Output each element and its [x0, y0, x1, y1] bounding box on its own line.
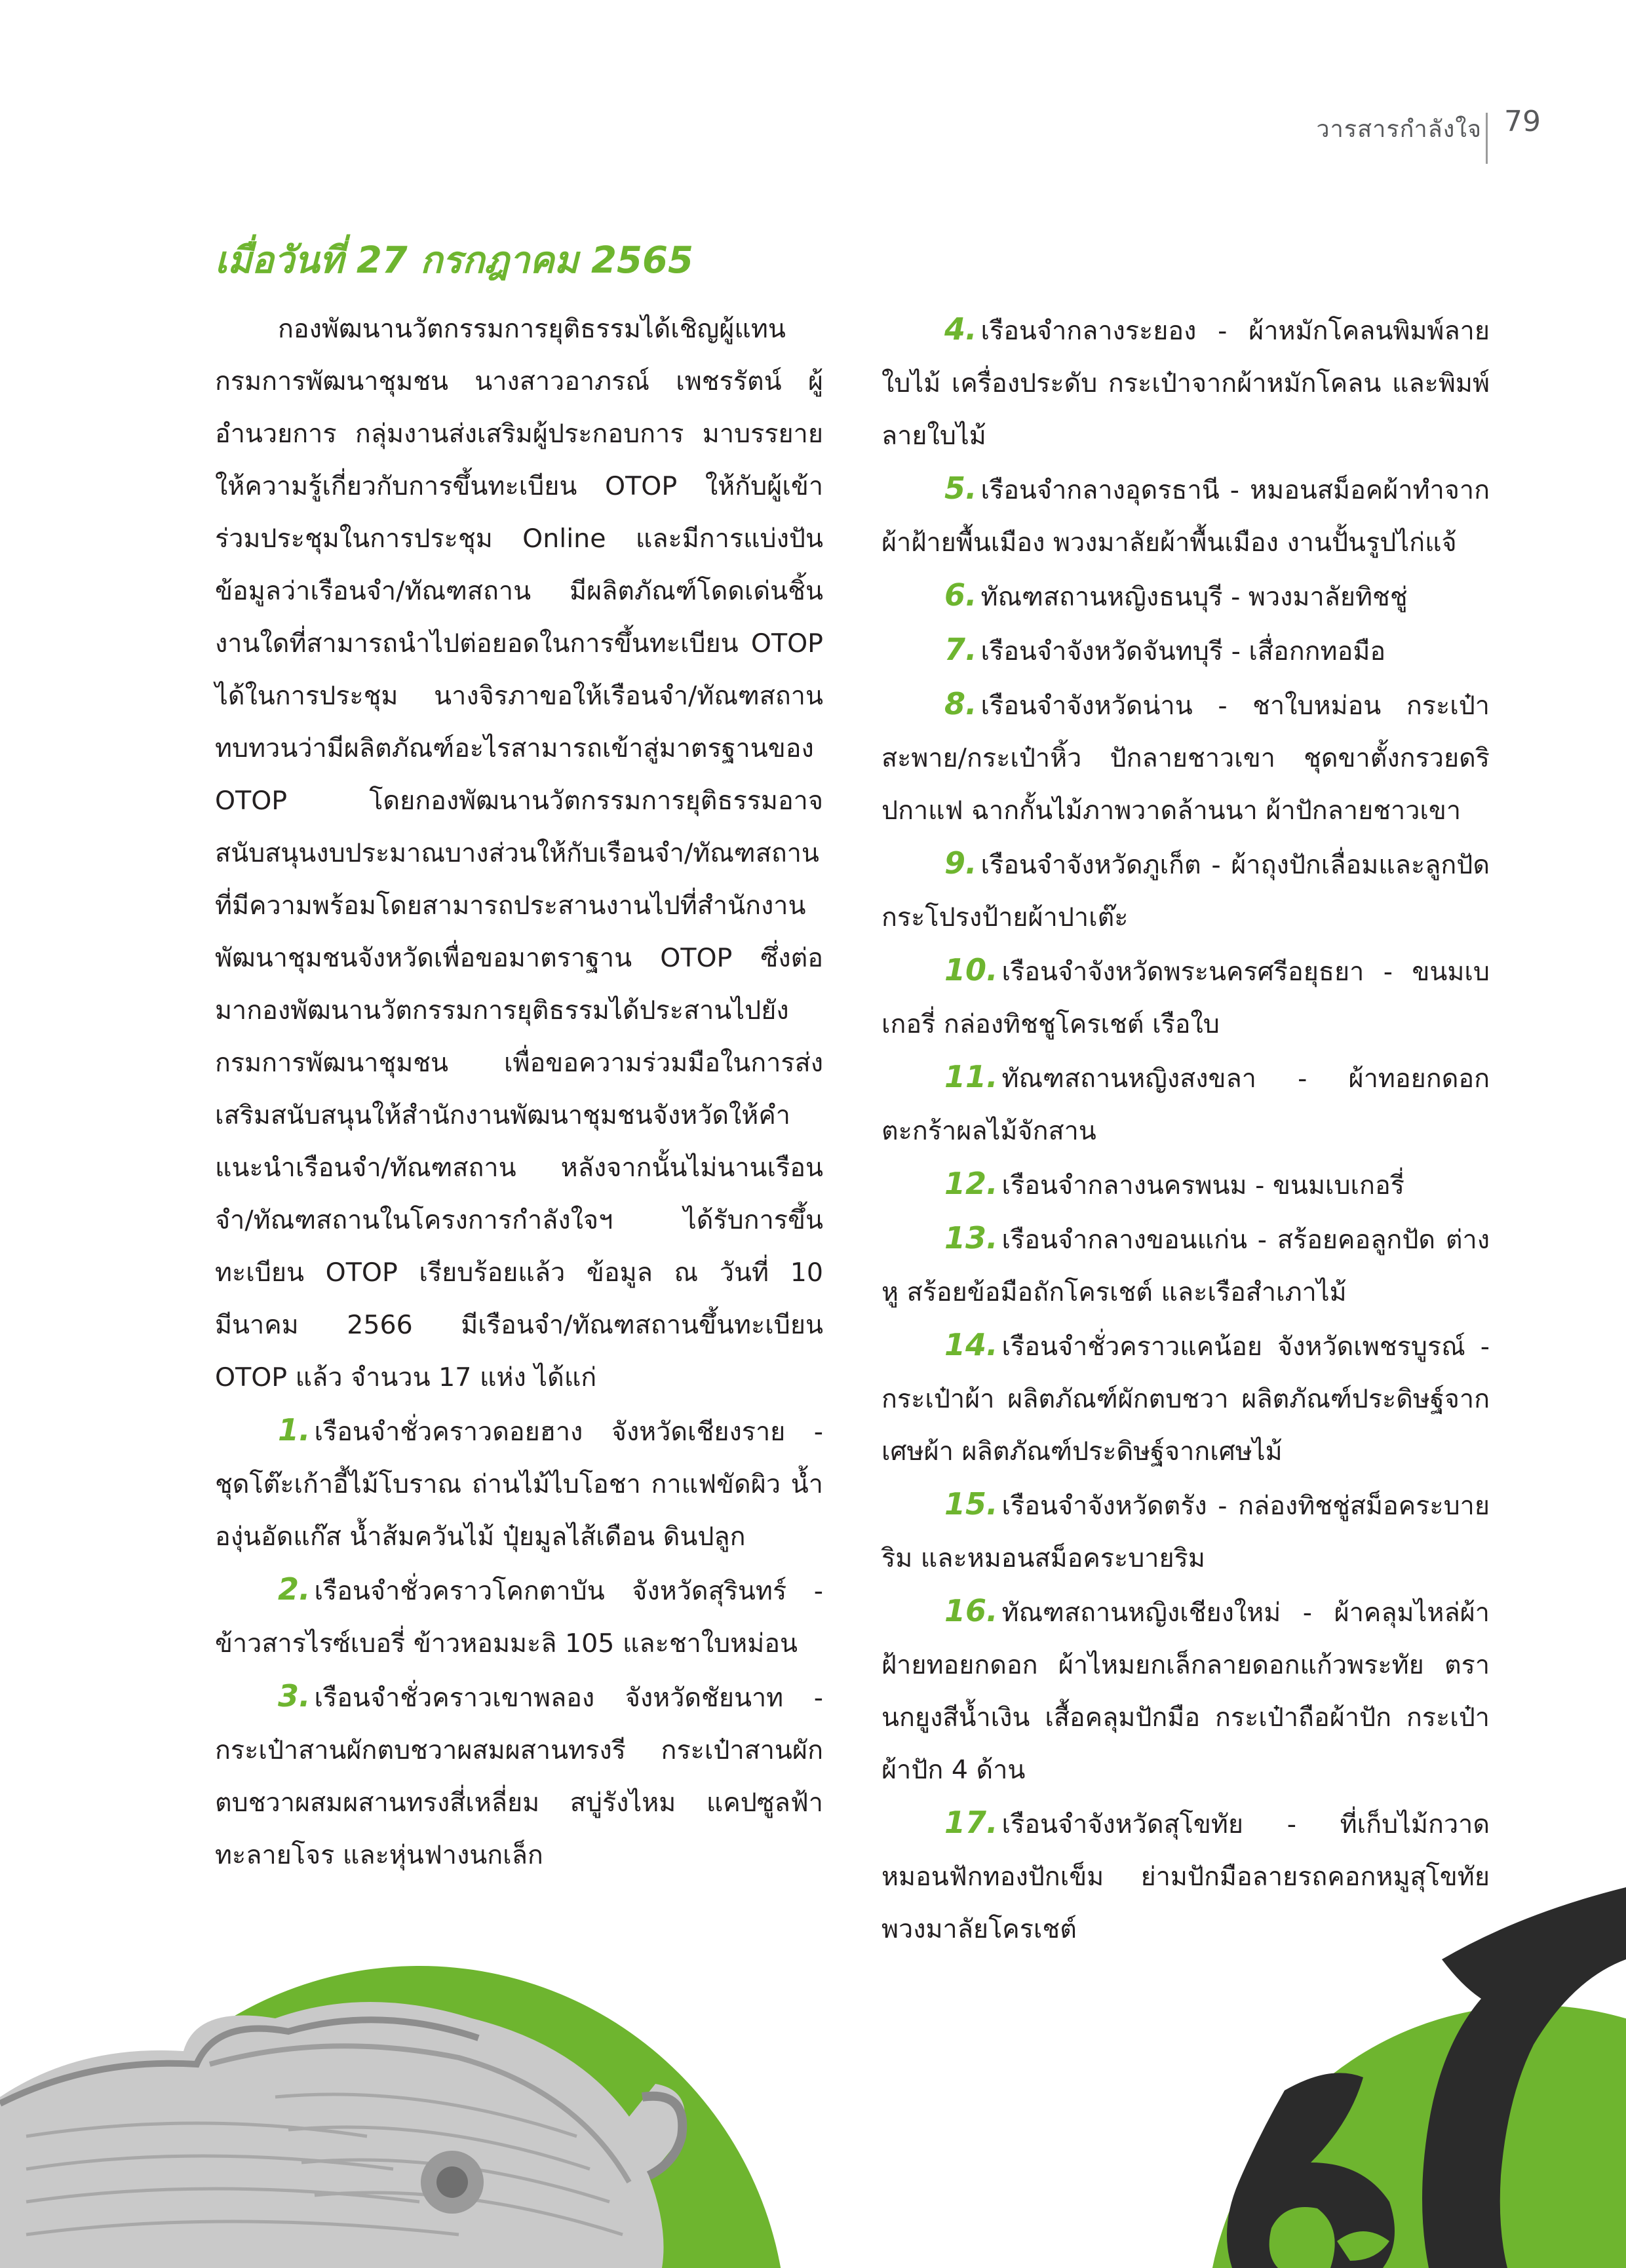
list-item [881, 569, 1490, 623]
list-item [881, 678, 1490, 837]
item-text: เรือนจำชั่วคราวเขาพลอง จังหวัดชัยนาท - กระเป๋าสานผักตบชวาผสมผสานทรงรี กระเป๋าสานผักตบชวาผสมผสานทรงสี่เหลี่ยม สบู่รังไหม แคปซูลฟ้าทะลายโจร และหุ่นฟางนกเล็ก [215, 1683, 823, 1870]
item-number: 7. [944, 632, 977, 667]
item-text: เรือนจำชั่วคราวโคกตาบัน จังหวัดสุรินทร์ - ข้าวสารไรซ์เบอรี่ ข้าวหอมมะลิ 105 และชาใบหม่อน [215, 1576, 823, 1659]
list-item [881, 303, 1490, 462]
journal-title: วารสารกำลังใจ [1316, 116, 1482, 143]
list-item [881, 1318, 1490, 1478]
intro-paragraph: กองพัฒนานวัตกรรมการยุติธรรมได้เชิญผู้แทนกรมการพัฒนาชุมชน นางสาวอาภรณ์ เพชรรัตน์ ผู้อำนวยการ กลุ่มงานส่งเสริมผู้ประกอบการ มาบรรยายให้ความรู้เกี่ยวกับการขึ้นทะเบียน OTOP ให้กับผู้เข้าร่วมประชุมในการประชุม Online และมีการแบ่งปันข้อมูลว่าเรือนจำ/ทัณฑสถาน มีผลิตภัณฑ์โดดเด่นชิ้นงานใดที่สามารถนำไปต่อยอดในการขึ้นทะเบียน OTOP ได้ในการประชุม นางจิรภาขอให้เรือนจำ/ทัณฑสถานทบทวนว่ามีผลิตภัณฑ์อะไรสามารถเข้าสู่มาตรฐานของ OTOP โดยกองพัฒนานวัตกรรมการยุติธรรมอาจสนับสนุนงบประมาณบางส่วนให้กับเรือนจำ/ทัณฑสถานที่มีความพร้อมโดยสามารถประสานงานไปที่สำนักงานพัฒนาชุมชนจังหวัดเพื่อขอมาตราฐาน OTOP ซึ่งต่อมากองพัฒนานวัตกรรมการยุติธรรมได้ประสานไปยังกรมการพัฒนาชุมชน เพื่อขอความร่วมมือในการส่งเสริมสนับสนุนให้สำนักงานพัฒนาชุมชนจังหวัดให้คำแนะนำเรือนจำ/ทัณฑสถาน หลังจากนั้นไม่นานเรือนจำ/ทัณฑสถานในโครงการกำลังใจฯ ได้รับการขึ้นทะเบียน OTOP เรียบร้อยแล้ว ข้อมูล ณ วันที่ 10 มีนาคม 2566 มีเรือนจำ/ทัณฑสถานขึ้นทะเบียน OTOP แล้ว จำนวน 17 แห่ง ได้แก่ [215, 314, 823, 1393]
item-text: เรือนจำกลางระยอง - ผ้าหมักโคลนพิมพ์ลายใบไม้ เครื่องประดับ กระเป๋าจากผ้าหมักโคลน และพิมพ์ลายใบไม้ [881, 316, 1490, 451]
item-number: 9. [944, 845, 977, 881]
list-item [881, 1796, 1490, 1955]
item-text: เรือนจำจังหวัดจันทบุรี - เสื่อกกทอมือ [980, 636, 1386, 666]
list-item [881, 837, 1490, 944]
item-number: 2. [278, 1571, 311, 1607]
list-item [881, 1157, 1490, 1212]
item-number: 4. [944, 311, 977, 347]
item-number: 16. [944, 1593, 998, 1628]
item-number: 8. [944, 686, 977, 721]
item-number: 10. [944, 952, 998, 988]
item-text: เรือนจำจังหวัดตรัง - กล่องทิชชู่สม็อคระบายริม และหมอนสม็อคระบายริม [881, 1491, 1490, 1573]
section-heading: เมื่อวันที่ 27 กรกฎาคม 2565 [215, 239, 693, 282]
item-number: 5. [944, 471, 977, 506]
item-number: 12. [944, 1166, 998, 1201]
list-item [881, 1050, 1490, 1157]
item-text: เรือนจำกลางนครพนม - ขนมเบเกอรี่ [1001, 1170, 1404, 1201]
item-number: 11. [944, 1059, 998, 1094]
item-text: ทัณฑสถานหญิงธนบุรี - พวงมาลัยทิชชู่ [980, 582, 1408, 612]
item-number: 15. [944, 1486, 998, 1522]
item-number: 14. [944, 1327, 998, 1362]
left-column [215, 303, 823, 1881]
item-text: เรือนจำกลางขอนแก่น - สร้อยคอลูกปัด ต่างหู สร้อยข้อมือถักโครเชต์ และเรือสำเภาไม้ [881, 1225, 1490, 1307]
list-item [881, 1585, 1490, 1796]
list-item [881, 623, 1490, 678]
right-column [881, 303, 1490, 1955]
page-number: 79 [1504, 105, 1541, 138]
list-item [881, 944, 1490, 1050]
item-text: เรือนจำจังหวัดน่าน - ชาใบหม่อน กระเป๋าสะพาย/กระเป๋าหิ้ว ปักลายชาวเขา ชุดขาตั้งกรวยดริปกาแฟ ฉากกั้นไม้ภาพวาดล้านนา ผ้าปักลายชาวเขา [881, 691, 1490, 826]
item-text: เรือนจำจังหวัดพระนครศรีอยุธยา - ขนมเบเกอรี่ กล่องทิชชูโครเชต์ เรือใบ [881, 957, 1490, 1039]
list-item [215, 1670, 823, 1881]
item-text: เรือนจำชั่วคราวแคน้อย จังหวัดเพชรบูรณ์ - กระเป๋าผ้า ผลิตภัณฑ์ผักตบชวา ผลิตภัณฑ์ประดิษฐ์จากเศษผ้า ผลิตภัณฑ์ประดิษฐ์จากเศษไม้ [881, 1332, 1490, 1467]
list-item [881, 1212, 1490, 1318]
item-number: 1. [278, 1412, 311, 1448]
list-item [881, 462, 1490, 569]
list-item [881, 1478, 1490, 1585]
item-number: 6. [944, 577, 977, 613]
item-text: เรือนจำจังหวัดสุโขทัย - ที่เก็บไม้กวาด หมอนฟักทองปักเข็ม ย่ามปักมือลายรถคอกหมูสุโขทัย พวงมาลัยโครเชต์ [881, 1809, 1490, 1944]
item-text: เรือนจำจังหวัดภูเก็ต - ผ้าถุงปักเลื่อมและลูกปัดกระโปรงป้ายผ้าปาเต๊ะ [881, 850, 1490, 932]
item-text: ทัณฑสถานหญิงสงขลา - ผ้าทอยกดอก ตะกร้าผลไม้จักสาน [881, 1064, 1490, 1146]
item-number: 17. [944, 1805, 998, 1840]
item-text: ทัณฑสถานหญิงเชียงใหม่ - ผ้าคลุมไหล่ผ้าฝ้ายทอยกดอก ผ้าไหมยกเล็กลายดอกแก้วพระทัย ตรานกยูงสีน้ำเงิน เสื้อคลุมปักมือ กระเป๋าถือผ้าปัก กระเป๋าผ้าปัก 4 ด้าน [881, 1598, 1490, 1785]
item-number: 13. [944, 1220, 998, 1256]
list-item [215, 1563, 823, 1670]
item-number: 3. [278, 1678, 311, 1714]
item-text: เรือนจำกลางอุดรธานี - หมอนสม็อคผ้าทำจากผ้าฝ้ายพื้นเมือง พวงมาลัยผ้าพื้นเมือง งานปั้นรูปไก่แจ้ [881, 475, 1490, 558]
list-item [215, 1404, 823, 1563]
item-text: เรือนจำชั่วคราวดอยฮาง จังหวัดเชียงราย - ชุดโต๊ะเก้าอี้ไม้โบราณ ถ่านไม้ไบโอชา กาแฟขัดผิว น้ำองุ่นอัดแก๊ส น้ำส้มควันไม้ ปุ๋ยมูลไส้เดือน ดินปลูก [215, 1417, 823, 1552]
